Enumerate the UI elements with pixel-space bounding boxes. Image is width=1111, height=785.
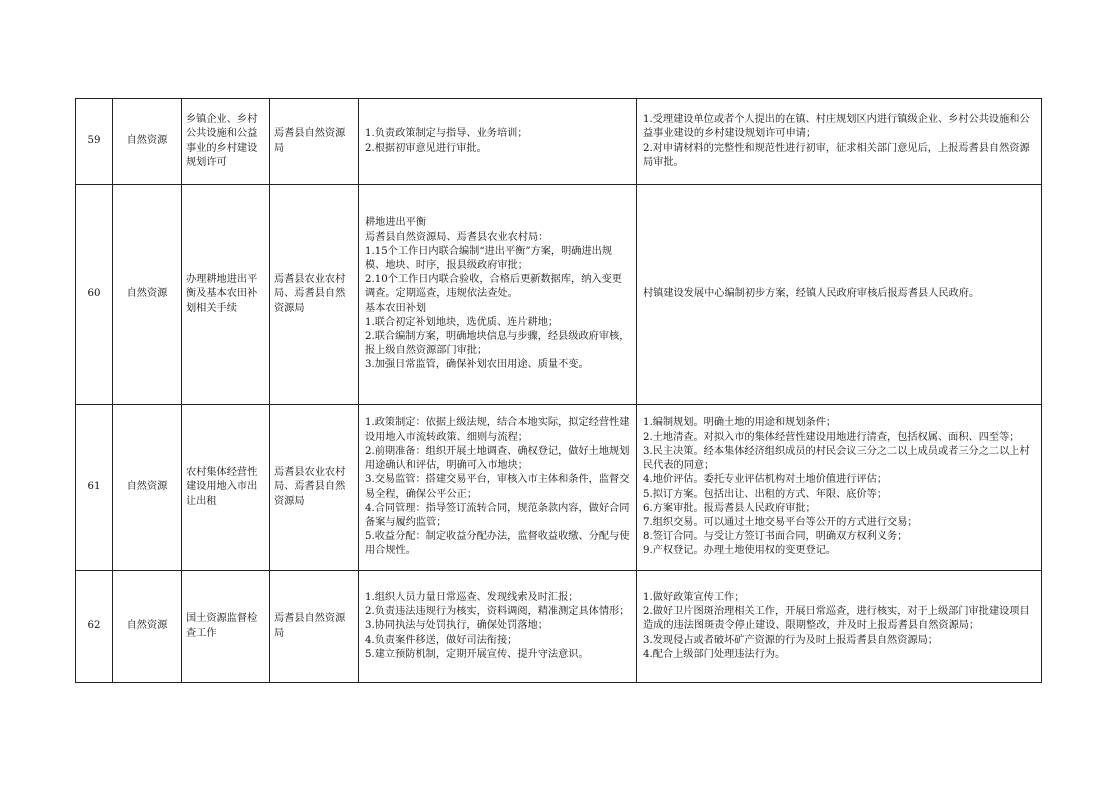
duty-line: 3.协同执法与处罚执行，确保处罚落地； bbox=[365, 620, 548, 632]
duty-line: 5.收益分配：制定收益分配办法，监督收益收缴、分配与使用合规性。 bbox=[365, 531, 630, 557]
duty-line: 2.土地清查。对拟入市的集体经营性建设用地进行清查，包括权属、面积、四至等； bbox=[643, 431, 1020, 443]
duty-line: 2.做好卫片图斑治理相关工作，开展日常巡查，进行核实，对于上级部门审批建设项目造成的违法图斑责令停止建设、限期整改，并及时上报焉耆县自然资源局； bbox=[643, 606, 1030, 632]
table-row bbox=[76, 405, 1042, 571]
duty-line: 7.组织交易。可以通过土地交易平台等公开的方式进行交易； bbox=[643, 516, 918, 528]
department-cell: 焉耆县农业农村局、焉耆县自然资源局 bbox=[270, 185, 359, 405]
item-cell: 国土资源监督检查工作 bbox=[182, 571, 270, 683]
duty-line: 2.根据初审意见进行审批。 bbox=[365, 142, 487, 154]
duty-line: 1.联合初定补划地块，选优质、连片耕地； bbox=[365, 316, 559, 328]
duty-line: 4.配合上级部门处理违法行为。 bbox=[643, 648, 786, 660]
township-duty-cell bbox=[637, 571, 1042, 683]
duty-line: 5.建立预防机制，定期开展宣传、提升守法意识。 bbox=[365, 648, 589, 660]
duty-line: 1.政策制定：依据上级法规，结合本地实际，拟定经营性建设用地入市流转政策、细则与流程； bbox=[365, 417, 630, 443]
category-cell: 自然资源 bbox=[113, 571, 182, 683]
duty-line: 1.组织人员力量日常巡查、发现线索及时汇报； bbox=[365, 591, 579, 603]
township-duty-cell bbox=[637, 185, 1042, 405]
county-duty-cell bbox=[359, 405, 637, 571]
duty-line: 基本农田补划 bbox=[365, 302, 427, 314]
duty-line: 8.签订合同。与受让方签订书面合同，明确双方权利义务； bbox=[643, 531, 908, 543]
township-duty-cell bbox=[637, 99, 1042, 185]
department-cell: 焉耆县自然资源局 bbox=[270, 571, 359, 683]
table-row bbox=[76, 99, 1042, 185]
duty-line: 2.负责违法违规行为核实，资料调阅，精准测定具体情形； bbox=[365, 606, 630, 618]
duty-line: 3.交易监管：搭建交易平台，审核入市主体和条件，监督交易全程，确保公平公正； bbox=[365, 474, 630, 500]
duty-line: 1.受理建设单位或者个人提出的在镇、村庄规划区内进行镇级企业、乡村公共设施和公益事业建设的乡村建设规划许可申请； bbox=[643, 114, 1030, 140]
duty-line: 1.编制规划。明确土地的用途和规划条件； bbox=[643, 417, 837, 429]
category-cell: 自然资源 bbox=[113, 99, 182, 185]
township-duty-cell bbox=[637, 405, 1042, 571]
item-cell: 农村集体经营性建设用地入市出让出租 bbox=[182, 405, 270, 571]
row-number: 62 bbox=[76, 571, 113, 683]
duty-line: 4.合同管理：指导签订流转合同，规范条款内容，做好合同备案与履约监管； bbox=[365, 502, 630, 528]
duty-line: 耕地进出平衡 bbox=[365, 217, 427, 229]
table-row bbox=[76, 185, 1042, 405]
duty-line: 1.做好政策宣传工作； bbox=[643, 591, 745, 603]
duty-line: 1.负责政策制定与指导、业务培训； bbox=[365, 128, 528, 140]
duty-line: 4.地价评估。委托专业评估机构对土地价值进行评估； bbox=[643, 474, 888, 486]
item-cell: 办理耕地进出平衡及基本农田补划相关手续 bbox=[182, 185, 270, 405]
department-cell: 焉耆县自然资源局 bbox=[270, 99, 359, 185]
duty-line: 2.前期准备：组织开展土地调查、确权登记，做好土地规划用途确认和评估，明确可入市地块； bbox=[365, 445, 630, 472]
duty-line: 1.15个工作日内联合编制“进出平衡”方案，明确进出规模、地块、时序，报县级政府审批； bbox=[365, 245, 613, 271]
duty-line: 3.民主决策。经本集体经济组织成员的村民会议三分之二以上成员或者三分之二以上村民代表的同意； bbox=[643, 445, 1030, 472]
duty-line: 4.负责案件移送，做好司法衔接； bbox=[365, 634, 518, 646]
duty-line: 5.拟订方案。包括出让、出租的方式、年限、底价等； bbox=[643, 488, 888, 500]
category-cell: 自然资源 bbox=[113, 405, 182, 571]
duty-line: 9.产权登记。办理土地使用权的变更登记。 bbox=[643, 545, 837, 557]
duty-line: 2.10个工作日内联合验收，合格后更新数据库，纳入变更调查。定期巡查，违规依法查处。 bbox=[365, 274, 622, 300]
row-number: 61 bbox=[76, 405, 113, 571]
duty-line: 3.加强日常监管，确保补划农田用途、质量不变。 bbox=[365, 359, 589, 371]
county-duty-cell bbox=[359, 99, 637, 185]
item-cell: 乡镇企业、乡村公共设施和公益事业的乡村建设规划许可 bbox=[182, 99, 270, 185]
category-cell: 自然资源 bbox=[113, 185, 182, 405]
row-number: 59 bbox=[76, 99, 113, 185]
duty-line: 2.联合编制方案，明确地块信息与步骤，经县级政府审核，报上级自然资源部门审批； bbox=[365, 331, 630, 357]
duty-line: 6.方案审批。报焉耆县人民政府审批； bbox=[643, 502, 816, 514]
duty-line: 3.发现侵占或者破坏矿产资源的行为及时上报焉耆县自然资源局； bbox=[643, 634, 938, 646]
duty-line: 2.对申请材料的完整性和规范性进行初审，征求相关部门意见后，上报焉耆县自然资源局审批。 bbox=[643, 142, 1030, 168]
department-cell: 焉耆县农业农村局、焉耆县自然资源局 bbox=[270, 405, 359, 571]
county-duty-cell bbox=[359, 571, 637, 683]
responsibility-table bbox=[75, 98, 1042, 683]
duty-line: 村镇建设发展中心编制初步方案，经镇人民政府审核后报焉耆县人民政府。 bbox=[643, 288, 980, 300]
table-row bbox=[76, 571, 1042, 683]
county-duty-cell bbox=[359, 185, 637, 405]
duty-line: 焉耆县自然资源局、焉耆县农业农村局： bbox=[365, 231, 549, 243]
row-number: 60 bbox=[76, 185, 113, 405]
